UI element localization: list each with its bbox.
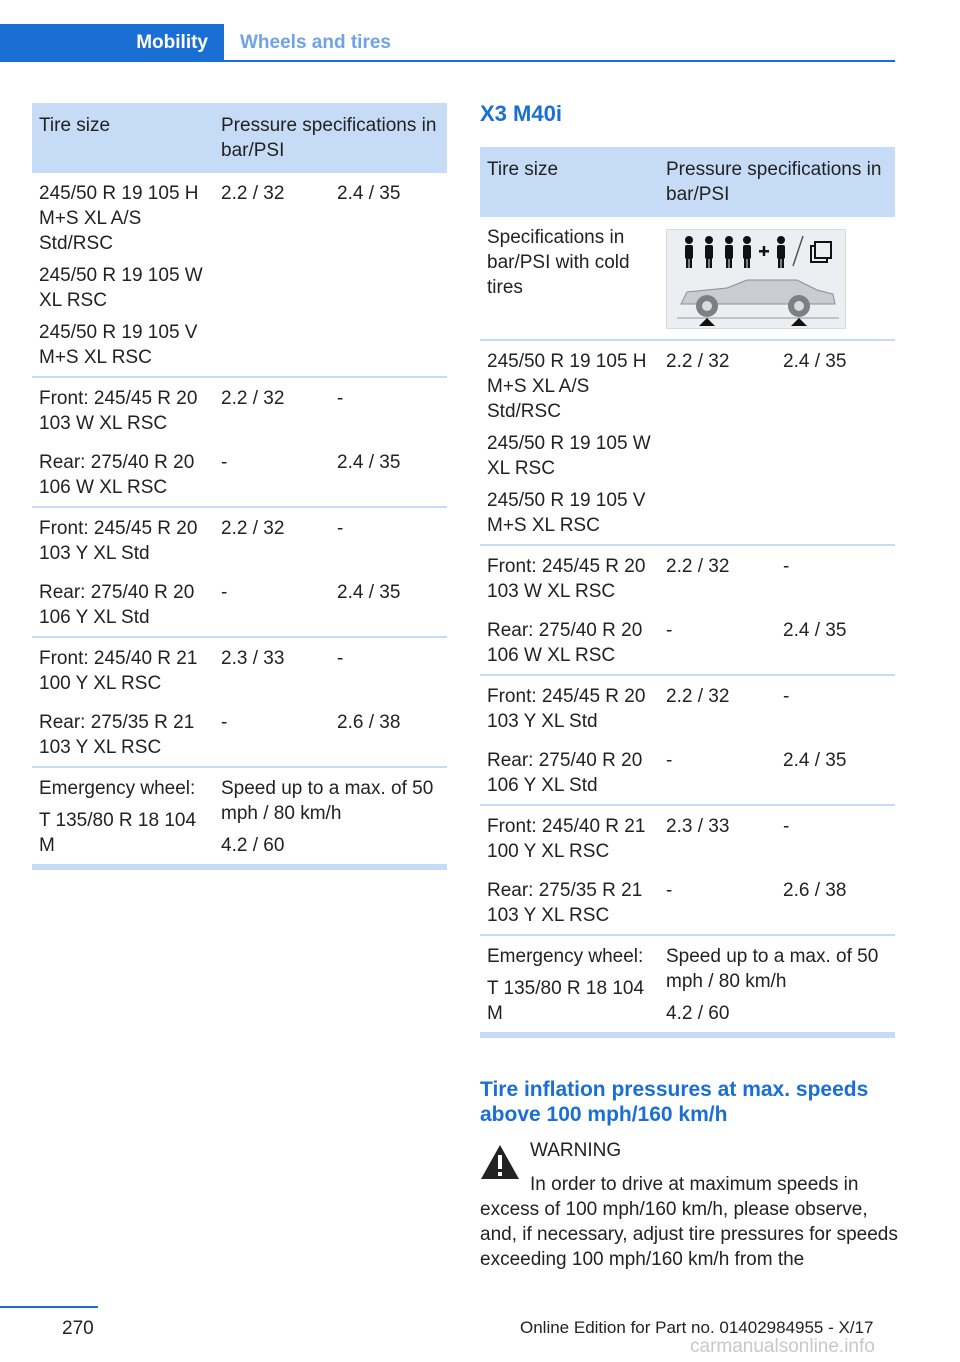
column-header-tire-size: Tire size [39,115,111,136]
pressure-front: 2.2 / 32 [221,388,285,409]
pressure-front: - [221,582,228,603]
section-tab-wheels-and-tires[interactable]: Wheels and tires [240,32,391,53]
pressure-front: - [221,712,228,733]
pressure-front: 2.3 / 33 [221,648,285,669]
table-row [480,610,895,674]
pressure-front: - [666,620,673,641]
pressure-rear: 2.4 / 35 [337,452,401,473]
pressure-rear: 2.6 / 38 [337,712,401,733]
page-number: 270 [62,1318,94,1339]
emergency-wheel-speed: Speed up to a max. of 50 mph / 80 km/h [666,946,879,992]
watermark: carmanualsonline.info [690,1336,875,1357]
emergency-wheel-pressure: 4.2 / 60 [221,835,285,856]
pressure-front: - [221,452,228,473]
table-bottom-rule [32,864,447,870]
pressure-front: 2.3 / 33 [666,816,730,837]
tire-size: 245/50 R 19 105 H M+S XL A/S Std/RSC [487,351,647,422]
pressure-front: 2.2 / 32 [666,686,730,707]
table-row [480,544,895,610]
table-row [480,870,895,934]
edition-note: Online Edition for Part no. 01402984955 - X/17 [520,1318,874,1337]
footer-rule [0,1306,98,1308]
tire-size: Front: 245/45 R 20 103 W XL RSC [487,556,646,602]
table-header [480,147,895,217]
table-row [32,376,447,442]
emergency-wheel-pressure: 4.2 / 60 [666,1003,730,1024]
pressure-rear: - [337,518,344,539]
emergency-wheel-label: Emergency wheel: [487,946,644,967]
pressure-front: - [666,750,673,771]
table-header [32,103,447,173]
table-row [32,506,447,572]
pressure-rear: - [783,556,790,577]
chapter-tab-mobility[interactable]: Mobility [0,24,224,62]
tire-size: Rear: 275/40 R 20 106 Y XL Std [39,582,195,628]
table-row [32,636,447,702]
pressure-rear: - [783,816,790,837]
tire-size: Rear: 275/40 R 20 106 Y XL Std [487,750,643,796]
tire-pressure-table-right [480,147,895,1038]
pressure-rear: 2.4 / 35 [337,582,401,603]
emergency-wheel-size: T 135/80 R 18 104 M [39,810,197,856]
subsection-title: Tire inflation pressures at max. speeds above 100 mph/160 km/h [480,1078,869,1126]
table-row-emergency-wheel [32,766,447,864]
pressure-rear: - [337,388,344,409]
table-row [32,702,447,766]
table-row [32,173,447,376]
pressure-front: 2.2 / 32 [666,351,730,372]
tire-size: Rear: 275/40 R 20 106 W XL RSC [39,452,195,498]
tire-size: 245/50 R 19 105 W XL RSC [487,433,651,479]
tire-pressure-table-left [32,103,447,870]
pressure-rear: 2.4 / 35 [337,183,401,204]
pressure-rear: - [337,648,344,669]
tire-size: Front: 245/45 R 20 103 Y XL Std [39,518,198,564]
tire-size: 245/50 R 19 105 V M+S XL RSC [487,490,646,536]
tire-size: Rear: 275/35 R 21 103 Y XL RSC [39,712,195,758]
pressure-rear: 2.6 / 38 [783,880,847,901]
warning-text-rest: excess of 100 mph/160 km/h, please observe, and, if necessary, adjust tire pressures for speeds exceeding 100 mph/160 km/h from the [480,1199,898,1270]
warning-text [480,1172,900,1272]
tire-size: Front: 245/45 R 20 103 Y XL Std [487,686,646,732]
table-row [32,572,447,636]
pressure-rear: 2.4 / 35 [783,351,847,372]
tire-size: Front: 245/40 R 21 100 Y XL RSC [487,816,646,862]
table-row [32,442,447,506]
occupants-and-load-pictogram [666,229,846,329]
tire-size: Rear: 275/35 R 21 103 Y XL RSC [487,880,643,926]
pressure-front: - [666,880,673,901]
pressure-front: 2.2 / 32 [666,556,730,577]
emergency-wheel-label: Emergency wheel: [39,778,196,799]
section-title: X3 M40i [480,101,562,126]
table-bottom-rule [480,1032,895,1038]
warning-title: WARNING [530,1140,622,1161]
table-row-emergency-wheel [480,934,895,1032]
table-row [480,339,895,544]
column-header-pressure: Pressure specifications in bar/PSI [221,115,437,161]
table-row-specification [480,217,895,339]
pressure-rear: - [783,686,790,707]
pressure-rear: 2.4 / 35 [783,620,847,641]
specification-label: Specifications in bar/PSI with cold tires [487,227,630,298]
column-header-pressure: Pressure specifications in bar/PSI [666,159,882,205]
emergency-wheel-size: T 135/80 R 18 104 M [487,978,645,1024]
pressure-front: 2.2 / 32 [221,518,285,539]
tire-size: Rear: 275/40 R 20 106 W XL RSC [487,620,643,666]
pressure-front: 2.2 / 32 [221,183,285,204]
tire-size: Front: 245/40 R 21 100 Y XL RSC [39,648,198,694]
table-row [480,740,895,804]
column-header-tire-size: Tire size [487,159,559,180]
tire-size: 245/50 R 19 105 W XL RSC [39,265,203,311]
pressure-rear: 2.4 / 35 [783,750,847,771]
header-divider [0,60,895,62]
tire-size: 245/50 R 19 105 V M+S XL RSC [39,322,198,368]
warning-text-first-line: In order to drive at maximum speeds in [530,1174,859,1195]
table-row [480,674,895,740]
page-header [0,0,960,64]
tire-size: Front: 245/45 R 20 103 W XL RSC [39,388,198,434]
tire-size: 245/50 R 19 105 H M+S XL A/S Std/RSC [39,183,199,254]
table-row [480,804,895,870]
emergency-wheel-speed: Speed up to a max. of 50 mph / 80 km/h [221,778,434,824]
